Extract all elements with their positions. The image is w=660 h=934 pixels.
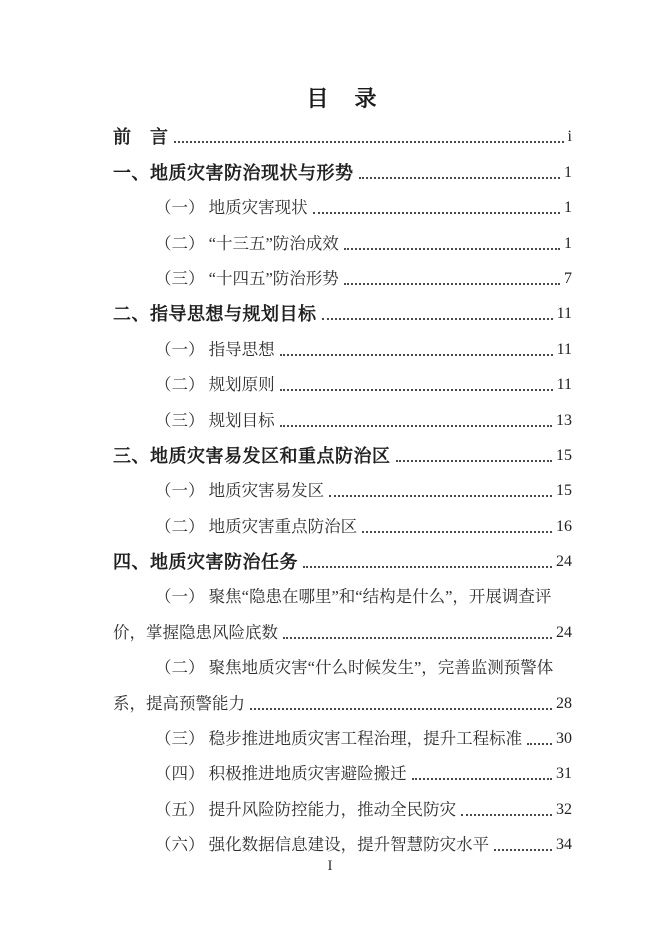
toc-entry (113, 822, 572, 857)
toc-entry-text: 前 言 (113, 127, 169, 148)
toc-entry-text: （一） 聚焦“隐患在哪里”和“结构是什么”，开展调查评 (155, 587, 552, 607)
toc-entry (113, 786, 572, 821)
toc-entry-page: 1 (564, 234, 572, 252)
footer-page-number: I (327, 858, 333, 874)
toc-entry-text: 二、指导思想与规划目标 (113, 304, 317, 325)
toc-entry (113, 574, 572, 609)
toc-entry (113, 503, 572, 538)
toc-entry-text: （五） 提升风险防控能力，推动全民防灾 (155, 799, 457, 819)
toc-entry-text: （二） 规划原则 (155, 375, 275, 395)
dotted-leader (494, 849, 552, 851)
toc-entry (113, 185, 572, 220)
toc-entry-page: 7 (564, 269, 572, 287)
toc-entry-text: （三） “十四五”防治形势 (155, 268, 339, 288)
dotted-leader (461, 814, 552, 816)
toc-entry-page: 1 (564, 199, 572, 217)
toc-entry (113, 539, 572, 574)
toc-entry-page: 11 (556, 340, 572, 358)
dotted-leader (322, 318, 553, 320)
toc-entry-text: （四） 积极推进地质灾害避险搬迁 (155, 764, 407, 784)
toc-entry (113, 468, 572, 503)
toc-entry-page: i (567, 128, 572, 146)
toc-entry-page: 15 (556, 482, 572, 500)
toc-entry-page: 1 (564, 163, 572, 181)
toc-entry-page: 28 (556, 694, 572, 712)
dotted-leader (250, 708, 552, 710)
toc-entry-page: 11 (556, 305, 572, 323)
dotted-leader (412, 778, 552, 780)
toc-entry (113, 433, 572, 468)
toc-content (113, 84, 572, 857)
toc-entry-continued (113, 609, 572, 644)
toc-entry-page: 15 (556, 446, 572, 464)
toc-entry (113, 751, 572, 786)
dotted-leader (280, 354, 553, 356)
dotted-leader (344, 283, 560, 285)
dotted-leader (359, 177, 561, 179)
toc-entry-text: （二） “十三五”防治成效 (155, 233, 339, 253)
toc-entry-text: 系，提高预警能力 (113, 693, 245, 713)
toc-entry (113, 397, 572, 432)
toc-entry (113, 220, 572, 255)
toc-entry-page: 24 (556, 553, 572, 571)
toc-entry-text: （一） 指导思想 (155, 339, 275, 359)
dotted-leader (283, 637, 552, 639)
dotted-leader (329, 495, 552, 497)
toc-entry-continued (113, 680, 572, 715)
toc-entry-text: （二） 聚焦地质灾害“什么时候发生”，完善监测预警体 (155, 658, 554, 678)
toc-entry-text: （六） 强化数据信息建设，提升智慧防灾水平 (155, 835, 490, 855)
toc-entry-text: （二） 地质灾害重点防治区 (155, 516, 358, 536)
toc-entry (113, 114, 572, 149)
toc-entry-page: 34 (556, 836, 572, 854)
toc-entry-text: 价，掌握隐患风险底数 (113, 622, 278, 642)
dotted-leader (527, 743, 552, 745)
page-title: 目 录 (306, 86, 379, 111)
toc-entry-text: （三） 稳步推进地质灾害工程治理，提升工程标准 (155, 729, 523, 749)
toc-entry-page: 30 (556, 730, 572, 748)
toc-entry-page: 11 (556, 376, 572, 394)
dotted-leader (174, 141, 564, 143)
toc-entry-page: 32 (556, 800, 572, 818)
toc-entry-page: 31 (556, 765, 572, 783)
toc-entry-page: 13 (556, 411, 572, 429)
toc-entry (113, 645, 572, 680)
dotted-leader (362, 531, 552, 533)
toc-entry-text: （一） 地质灾害易发区 (155, 481, 325, 501)
toc-entry (113, 716, 572, 751)
dotted-leader (303, 566, 552, 568)
toc-entry (113, 149, 572, 184)
toc-entry (113, 291, 572, 326)
toc-list (113, 114, 572, 857)
dotted-leader (280, 425, 552, 427)
dotted-leader (280, 389, 553, 391)
dotted-leader (396, 460, 553, 462)
toc-entry-page: 24 (556, 623, 572, 641)
dotted-leader (313, 212, 560, 214)
toc-entry-text: 三、地质灾害易发区和重点防治区 (113, 445, 391, 466)
toc-entry (113, 362, 572, 397)
toc-entry-text: （三） 规划目标 (155, 410, 275, 430)
toc-entry (113, 256, 572, 291)
dotted-leader (344, 248, 560, 250)
toc-entry (113, 326, 572, 361)
toc-entry-text: 一、地质灾害防治现状与形势 (113, 162, 354, 183)
toc-entry-text: （一） 地质灾害现状 (155, 198, 308, 218)
toc-entry-text: 四、地质灾害防治任务 (113, 552, 298, 573)
toc-entry-page: 16 (556, 517, 572, 535)
